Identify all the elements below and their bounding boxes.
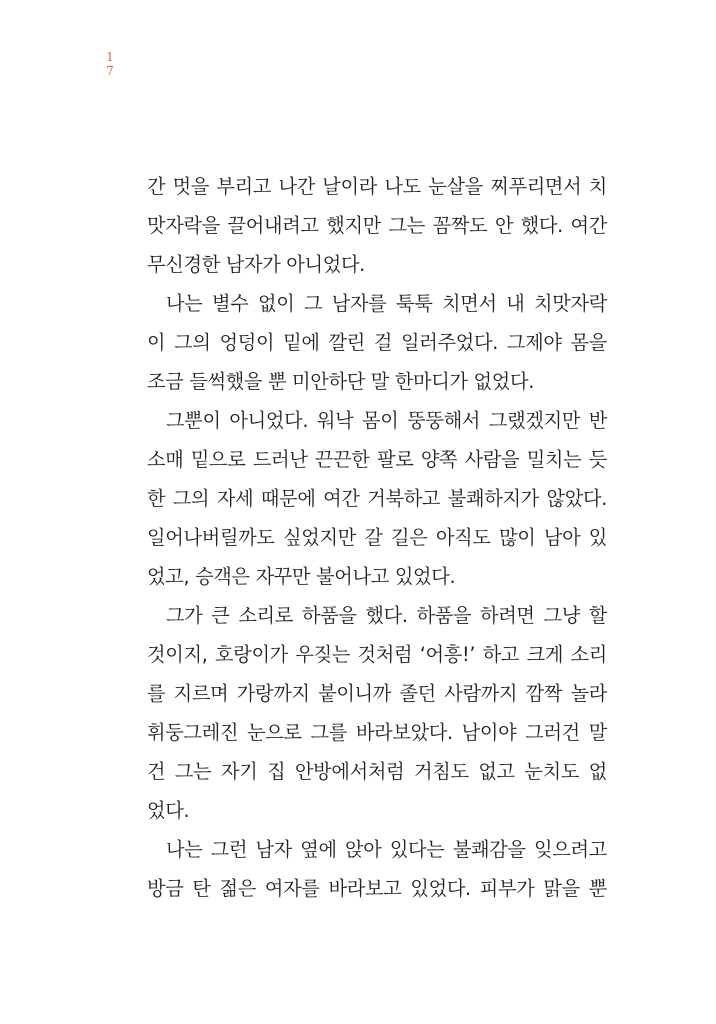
text-line: 일어나버릴까도 싶었지만 갈 길은 아직도 많이 남아 있 <box>147 526 607 549</box>
page-number-digit: 1 <box>106 50 114 64</box>
text-line: 간 멋을 부리고 나간 날이라 나도 눈살을 찌푸리면서 치 <box>147 175 607 198</box>
text-line: 나는 그런 남자 옆에 앉아 있다는 불쾌감을 잊으려고 <box>166 838 607 861</box>
text-line: 맛자락을 끌어내려고 했지만 그는 꼼짝도 안 했다. 여간 <box>147 214 607 237</box>
text-line: 휘둥그레진 눈으로 그를 바라보았다. 남이야 그러건 말 <box>147 721 607 744</box>
text-line: 나는 별수 없이 그 남자를 툭툭 치면서 내 치맛자락 <box>166 292 607 315</box>
text-line: 그가 큰 소리로 하품을 했다. 하품을 하려면 그냥 할 <box>166 604 607 627</box>
page-number <box>104 50 116 78</box>
text-line: 것이지, 호랑이가 우짖는 것처럼 ‘어흥!’ 하고 크게 소리 <box>147 643 607 666</box>
text-line: 소매 밑으로 드러난 끈끈한 팔로 양쪽 사람을 밀치는 듯 <box>147 448 607 471</box>
body-text <box>147 167 607 908</box>
text-line: 방금 탄 젊은 여자를 바라보고 있었다. 피부가 맑을 뿐 <box>147 877 607 900</box>
text-line: 를 지르며 가랑까지 붙이니까 졸던 사람까지 깜짝 놀라 <box>147 682 607 705</box>
text-line: 무신경한 남자가 아니었다. <box>147 253 365 276</box>
text-line: 조금 들썩했을 뿐 미안하단 말 한마디가 없었다. <box>147 370 535 393</box>
text-line: 었고, 승객은 자꾸만 불어나고 있었다. <box>147 565 456 588</box>
text-line: 건 그는 자기 집 안방에서처럼 거침도 없고 눈치도 없 <box>147 760 607 783</box>
text-line: 그뿐이 아니었다. 워낙 몸이 뚱뚱해서 그랬겠지만 반 <box>166 409 607 432</box>
text-line: 이 그의 엉덩이 밑에 깔린 걸 일러주었다. 그제야 몸을 <box>147 331 607 354</box>
text-line: 한 그의 자세 때문에 여간 거북하고 불쾌하지가 않았다. <box>147 487 607 510</box>
page-number-digit: 7 <box>106 64 114 78</box>
text-line: 었다. <box>147 799 190 822</box>
